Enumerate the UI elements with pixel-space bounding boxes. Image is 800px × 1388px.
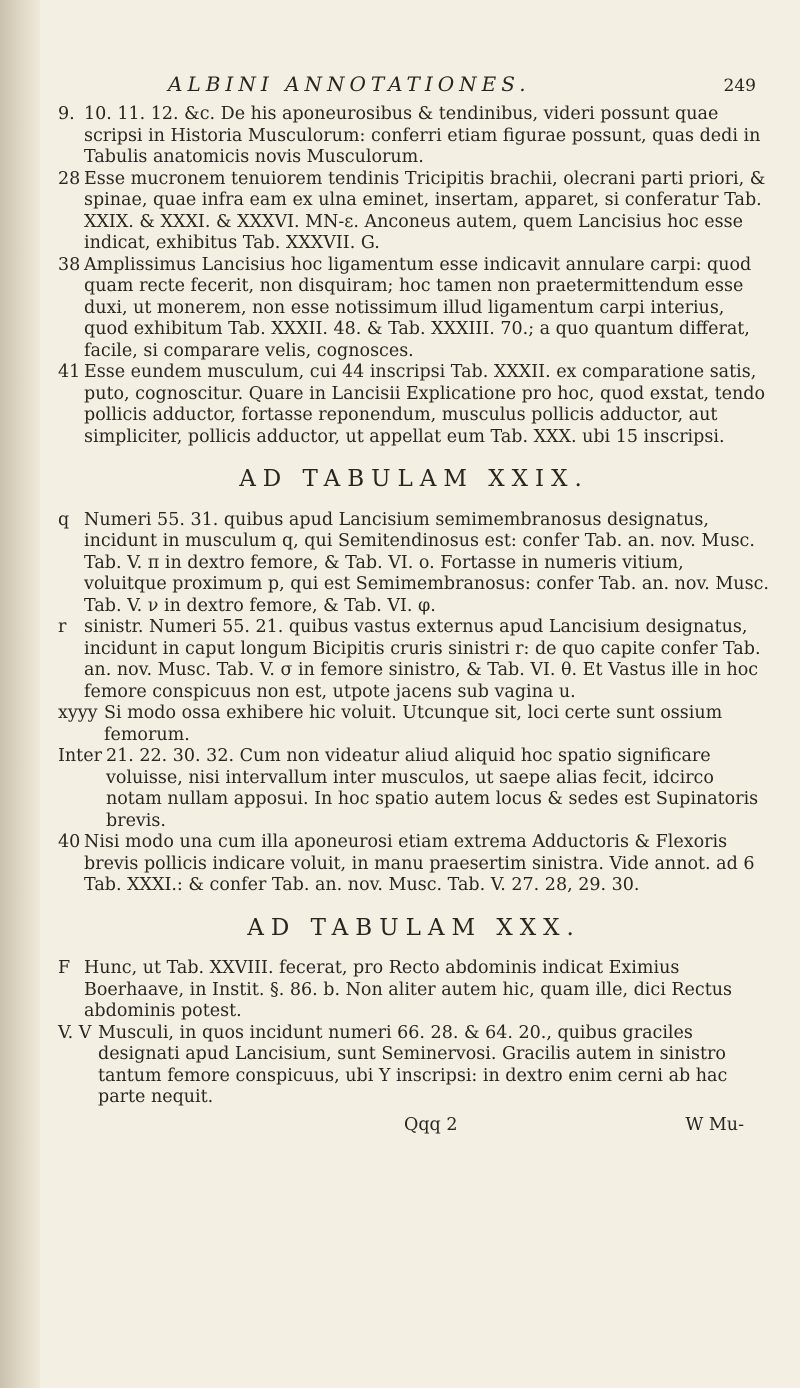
annotation-entry: [58, 746, 770, 832]
catchword: W Mu-: [685, 1114, 744, 1135]
annotation-entry: [58, 703, 770, 746]
book-spine-shadow: [0, 0, 40, 1388]
annotation-entry: [58, 255, 770, 363]
entry-number: q: [58, 509, 70, 530]
annotation-entry: [58, 1023, 770, 1109]
annotation-entry: [58, 510, 770, 618]
entry-text: Esse eundem musculum, cui 44 inscripsi Tab. XXXII. ex comparatione satis, puto, cognoscitur. Quare in Lancisii Explicatione pro hoc, quod exstat, tendo pollicis adductor, fortasse reponendum, musculus pollicis adductor, aut simpliciter, pollicis adductor, ut appellat eum Tab. XXX. ubi 15 inscripsi.: [84, 362, 766, 447]
entry-number: xyyy: [58, 703, 98, 723]
section-intro: [58, 104, 770, 448]
entry-text: Musculi, in quos incidunt numeri 66. 28. & 64. 20., quibus graciles designati apud Lancisium, sunt Seminervosi. Gracilis autem in sinistro tantum femore conspicuus, ubi Y inscripsi: in dextro enim cerni ab hac parte nequit.: [98, 1022, 728, 1107]
entry-text: 21. 22. 30. 32. Cum non videatur aliud aliquid hoc spatio significare voluisse, nisi intervallum inter musculos, ut saepe alias fecit, idcirco notam nullam apposui. In hoc spatio autem locus & sedes est Supinatoris brevis.: [106, 746, 759, 831]
entry-number: 38: [58, 254, 81, 275]
entry-text: Amplissimus Lancisius hoc ligamentum esse indicavit annulare carpi: quod quam recte fecerit, non disquiram; hoc tamen non praetermittendum esse duxi, ut monerem, non esse notissimum illud ligamentum carpi interius, quod exhibitum Tab. XXXII. 48. & Tab. XXXIII. 70.; a quo quantum differat, facile, si comparare velis, cognosces.: [84, 254, 752, 361]
annotation-entry: [58, 362, 770, 448]
entry-number: 40: [58, 832, 81, 852]
entry-text: 10. 11. 12. &c. De his aponeurosibus & tendinibus, videri possunt quae scripsi in Historia Musculorum: conferri etiam figurae possunt, quas dedi in Tabulis anatomicis novis Musculorum.: [84, 104, 761, 167]
section-heading: AD TABULAM XXIX.: [239, 466, 589, 492]
entry-number: Inter: [58, 746, 102, 766]
entry-number: F: [58, 958, 71, 978]
annotation-entry: [58, 104, 770, 169]
entry-number: V. V: [58, 1022, 92, 1043]
entry-text: Esse mucronem tenuiorem tendinis Tricipitis brachii, olecrani parti priori, & spinae, quae infra eam ex ulna eminet, insertam, apparet, si conferatur Tab. XXIX. & XXXI. & XXXVI. MN-ε. Anconeus autem, quem Lancisius hoc esse indicat, exhibitus Tab. XXXVII. G.: [84, 168, 766, 253]
annotation-entry: [58, 832, 770, 897]
entry-number: r: [58, 617, 67, 637]
page-footer: [58, 1115, 770, 1141]
signature-mark: Qqq 2: [404, 1114, 458, 1135]
annotation-entry: [58, 169, 770, 255]
page-header: [58, 68, 770, 102]
entry-text: Hunc, ut Tab. XXVIII. fecerat, pro Recto abdominis indicat Eximius Boerhaave, in Instit. §. 86. b. Non aliter autem hic, quam ille, dici Rectus abdominis potest.: [84, 958, 732, 1021]
section-tabula-xxix: [58, 466, 770, 897]
page-number: 249: [723, 76, 756, 96]
entry-text: Numeri 55. 31. quibus apud Lancisium semimembranosus designatus, incidunt in musculum q, qui Semitendinosus est: confer Tab. an. nov. Musc. Tab. V. π in dextro femore, & Tab. VI. o. Fortasse in numeris vitium, voluitque proximum p, qui est Semimembranosus: confer Tab. an. nov. Musc. Tab. V. ν in dextro femore, & Tab. VI. φ.: [84, 509, 769, 616]
entry-number: 41: [58, 362, 81, 382]
running-title: ALBINI ANNOTATIONES.: [168, 72, 531, 96]
entry-text: Nisi modo una cum illa aponeurosi etiam extrema Adductoris & Flexoris brevis pollicis indicare voluit, in manu praesertim sinistra. Vide annot. ad 6 Tab. XXXI.: & confer Tab. an. nov. Musc. Tab. V. 27. 28, 29. 30.: [84, 832, 755, 895]
annotation-entry: [58, 617, 770, 703]
section-tabula-xxx: [58, 914, 770, 1109]
entry-text: Si modo ossa exhibere hic voluit. Utcunque sit, loci certe sunt ossium femorum.: [104, 703, 723, 745]
page: [58, 68, 770, 1141]
entry-number: 9.: [58, 104, 75, 124]
section-heading: AD TABULAM XXX.: [247, 914, 581, 941]
entry-text: sinistr. Numeri 55. 21. quibus vastus externus apud Lancisium designatus, incidunt in caput longum Bicipitis cruris sinistri r: de quo capite confer Tab. an. nov. Musc. Tab. V. σ in femore sinistro, & Tab. VI. θ. Et Vastus ille in hoc femore conspicuus non est, utpote jacens sub vagina u.: [84, 617, 761, 702]
annotation-entry: [58, 958, 770, 1023]
entry-number: 28: [58, 168, 81, 189]
